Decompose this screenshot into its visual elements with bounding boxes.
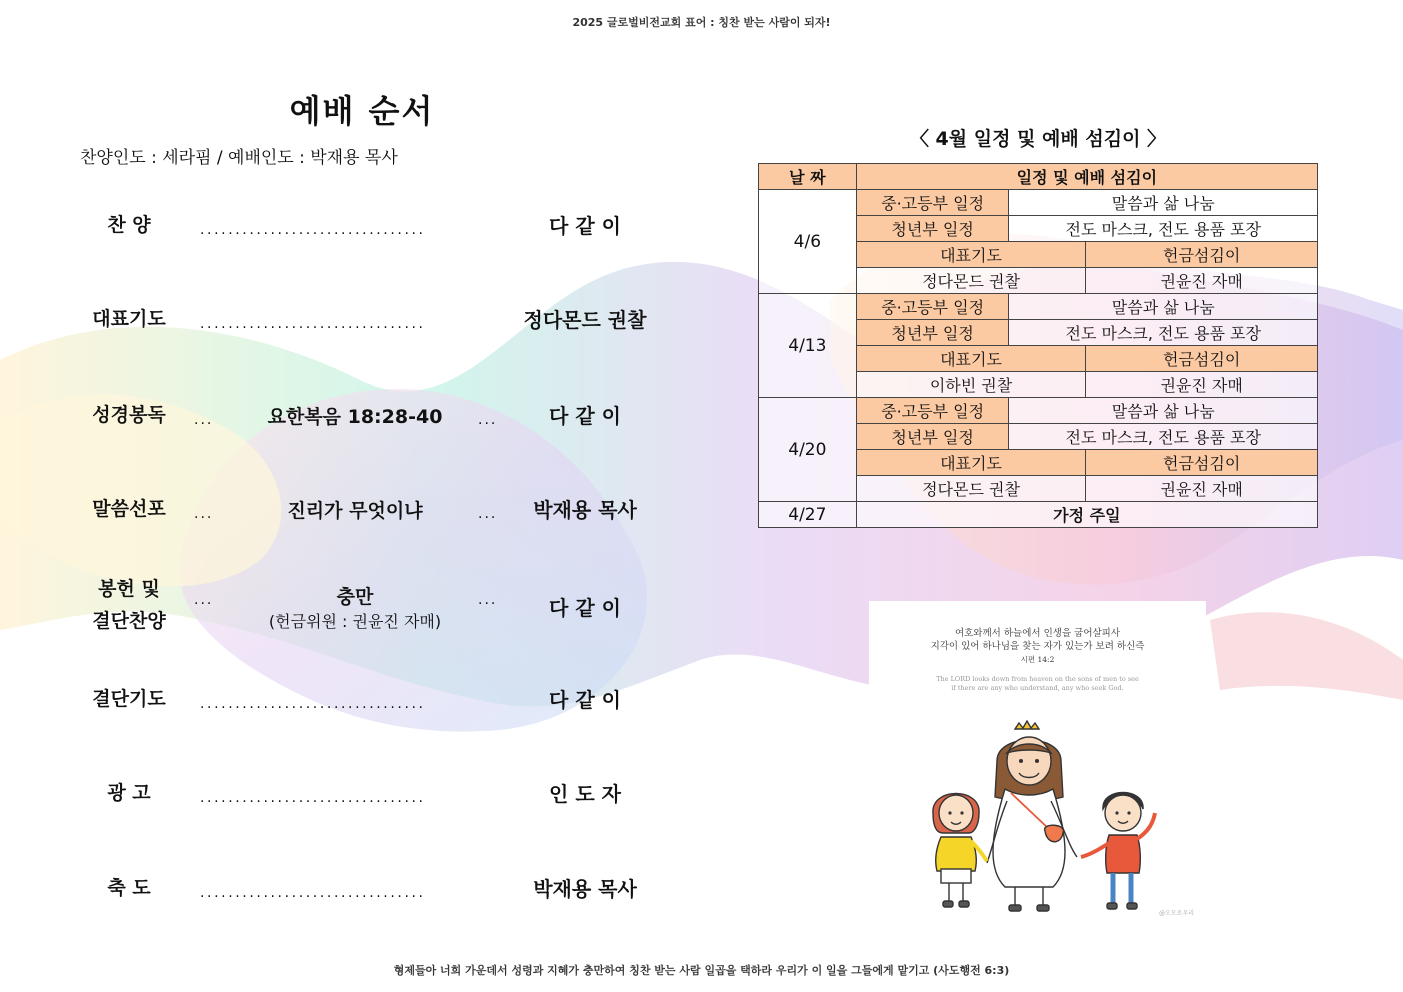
order-item-scripture [80, 400, 660, 460]
table-row [759, 190, 1318, 216]
order-dots: ··· [194, 510, 214, 526]
order-item-decision-prayer [80, 684, 660, 744]
schedule-table [758, 163, 1318, 528]
week-date: 4/13 [759, 294, 857, 398]
young-adult-schedule: 전도 마스크, 전도 용품 포장 [1009, 424, 1318, 450]
order-dots: ································ [200, 889, 426, 905]
order-dots: ································ [200, 320, 426, 336]
order-dots: ································ [200, 226, 426, 242]
order-person: 박재용 목사 [533, 498, 637, 522]
order-content: 요한복음 18:28-40 [267, 406, 443, 428]
order-label: 축 도 [107, 877, 151, 899]
sermon-title: 진리가 무엇이냐 [287, 500, 423, 522]
youth-schedule-label: 중·고등부 일정 [856, 190, 1009, 216]
youth-schedule-label: 중·고등부 일정 [856, 294, 1009, 320]
young-adult-schedule-label: 청년부 일정 [856, 216, 1009, 242]
offering-label: 헌금섬김이 [1086, 242, 1318, 268]
order-person: 다 같 이 [549, 596, 621, 620]
order-dots: ································ [200, 794, 426, 810]
offering-song: 충만 [336, 586, 374, 608]
order-item-sermon [80, 494, 660, 554]
girl-figure [933, 794, 987, 908]
prayer-label: 대표기도 [856, 346, 1086, 372]
col-date-header: 날 짜 [759, 164, 857, 190]
table-row [759, 294, 1318, 320]
verse-en-line2: if there are any who understand, any who seek God. [951, 684, 1124, 692]
prayer-label: 대표기도 [856, 450, 1086, 476]
order-title: 예배 순서 [289, 92, 435, 130]
order-dots: ··· [478, 416, 498, 432]
table-header-row [759, 164, 1318, 190]
verse-ko-line2: 지각이 있어 하나님을 찾는 자가 있는가 보려 하신즉 [930, 641, 1145, 652]
offering-label: 헌금섬김이 [1086, 450, 1318, 476]
col-main-header: 일정 및 예배 섬김이 [856, 164, 1317, 190]
order-content [235, 582, 475, 632]
prayer-person: 정다몬드 권찰 [856, 268, 1086, 294]
order-label: 결단기도 [92, 688, 166, 710]
week-date: 4/20 [759, 398, 857, 502]
verse-en-line1: The LORD looks down from heaven on the sons of men to see [936, 675, 1139, 683]
order-dots: ··· [194, 416, 214, 432]
order-label-line1: 봉헌 및 [98, 578, 160, 600]
order-person: 다 같 이 [549, 688, 621, 712]
order-person: 인 도 자 [549, 782, 621, 806]
order-label: 성경봉독 [92, 404, 166, 426]
order-item-offering [80, 574, 660, 638]
order-dots: ································ [200, 700, 426, 716]
worship-leaders: 찬양인도 : 세라핌 / 예배인도 : 박재용 목사 [80, 148, 398, 168]
offering-person: 권윤진 자매 [1086, 268, 1318, 294]
young-adult-schedule-label: 청년부 일정 [856, 424, 1009, 450]
illustration-brand: @오모로우리 [1159, 910, 1194, 917]
order-label: 말씀선포 [92, 498, 166, 520]
order-item-prayer [80, 304, 660, 364]
footer-verse: 형제들아 너희 가운데서 성령과 지혜가 충만하여 칭찬 받는 사람 일곱을 택하라 우리가 이 일을 그들에게 맡기고 (사도행전 6:3) [393, 964, 1010, 977]
family-sunday: 가정 주일 [856, 502, 1317, 528]
youth-schedule: 말씀과 삶 나눔 [1009, 294, 1318, 320]
order-label-line2: 결단찬양 [92, 610, 166, 632]
table-row [759, 502, 1318, 528]
offering-person: 권윤진 자매 [1086, 372, 1318, 398]
order-dots: ··· [194, 596, 214, 612]
youth-schedule-label: 중·고등부 일정 [856, 398, 1009, 424]
order-person: 다 같 이 [549, 214, 621, 238]
prayer-person: 정다몬드 권찰 [856, 476, 1086, 502]
order-item-benediction [80, 873, 660, 933]
verse-ko-line1: 여호와께서 하늘에서 인생을 굽어살피사 [954, 628, 1121, 639]
order-person: 다 같 이 [549, 404, 621, 428]
order-label: 대표기도 [92, 308, 166, 330]
order-item-announcements [80, 778, 660, 838]
young-adult-schedule: 전도 마스크, 전도 용품 포장 [1009, 216, 1318, 242]
prayer-label: 대표기도 [856, 242, 1086, 268]
schedule-title: 〈 4월 일정 및 예배 섬김이 〉 [909, 128, 1167, 150]
prayer-person: 이하빈 권찰 [856, 372, 1086, 398]
order-dots: ··· [478, 510, 498, 526]
order-item-praise [80, 210, 660, 270]
week-date: 4/6 [759, 190, 857, 294]
order-person: 박재용 목사 [533, 877, 637, 901]
jesus-figure [987, 721, 1077, 911]
offering-label: 헌금섬김이 [1086, 346, 1318, 372]
youth-schedule: 말씀과 삶 나눔 [1009, 190, 1318, 216]
order-label: 광 고 [107, 782, 151, 804]
jesus-and-children-illustration [869, 601, 1206, 921]
verse-reference: 시편 14:2 [1020, 655, 1055, 664]
week-date: 4/27 [759, 502, 857, 528]
order-dots: ··· [478, 596, 498, 612]
offering-person: 권윤진 자매 [1086, 476, 1318, 502]
offering-committee: (헌금위원 : 권윤진 자매) [268, 612, 442, 631]
youth-schedule: 말씀과 삶 나눔 [1009, 398, 1318, 424]
boy-figure [1081, 793, 1155, 910]
order-person: 정다몬드 권찰 [523, 308, 647, 332]
illustration-card [869, 601, 1206, 921]
table-row [759, 398, 1318, 424]
young-adult-schedule: 전도 마스크, 전도 용품 포장 [1009, 320, 1318, 346]
order-label: 찬 양 [107, 214, 151, 236]
header-banner: 2025 글로벌비전교회 표어 : 칭찬 받는 사람이 되자! [572, 16, 831, 29]
young-adult-schedule-label: 청년부 일정 [856, 320, 1009, 346]
